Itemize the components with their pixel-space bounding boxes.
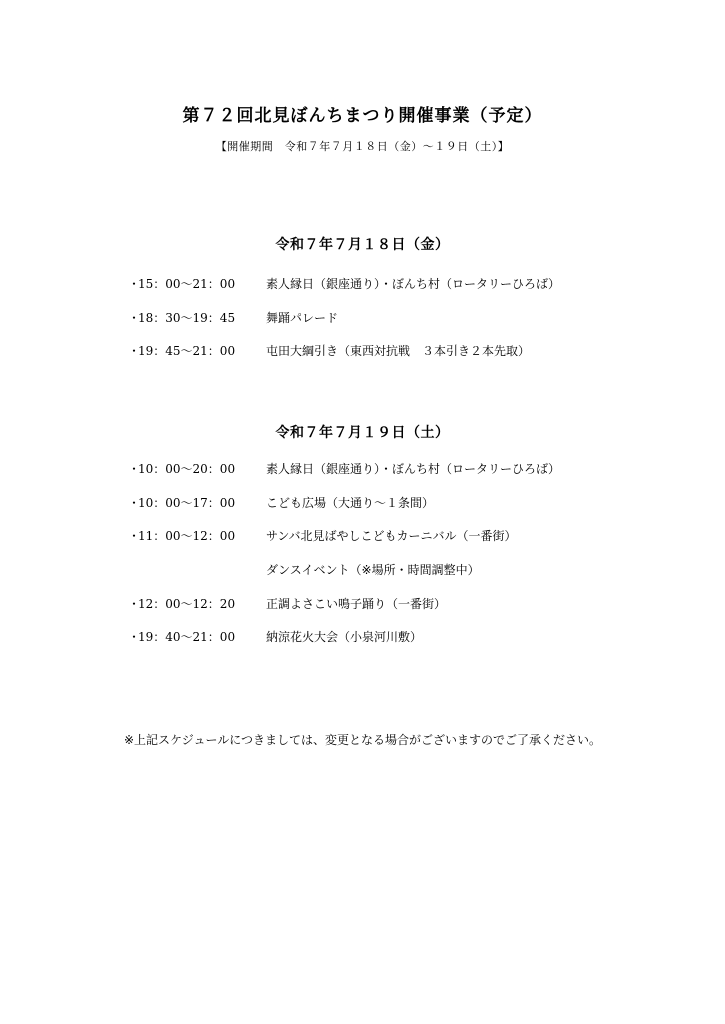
- bullet: ・: [128, 462, 141, 476]
- bullet: ・: [128, 495, 141, 510]
- schedule-time: 19：40～21：00: [138, 630, 236, 645]
- schedule-change-note: ※上記スケジュールにつきましては、変更となる場合がございますのでご了承ください。: [123, 733, 602, 747]
- bullet: ・: [128, 529, 141, 544]
- schedule-event: 舞踊パレード: [266, 310, 339, 325]
- schedule-item: [128, 310, 688, 336]
- schedule-event: 屯田大綱引き（東西対抗戦 ３本引き２本先取）: [266, 344, 531, 359]
- schedule-item: [128, 495, 688, 521]
- schedule-event: 素人縁日（銀座通り）・ぼんち村（ロータリーひろば）: [266, 277, 561, 291]
- schedule-event: 素人縁日（銀座通り）・ぼんち村（ロータリーひろば）: [266, 462, 561, 476]
- day2-schedule: [128, 461, 688, 663]
- schedule-time: 19：45～21：00: [138, 344, 236, 359]
- schedule-time: 18：30～19：45: [138, 310, 236, 325]
- schedule-item: [128, 629, 688, 655]
- schedule-time: 10：00～17：00: [138, 495, 236, 510]
- schedule-item: [128, 596, 688, 622]
- schedule-time: 15：00～21：00: [138, 277, 236, 291]
- schedule-event: 納涼花火大会（小泉河川敷）: [266, 630, 423, 645]
- schedule-item: [128, 276, 688, 302]
- bullet: ・: [128, 277, 141, 291]
- schedule-time: 11：00～12：00: [138, 529, 236, 544]
- event-period: 【開催期間 令和７年７月１８日（金）～１９日（土）】: [215, 140, 510, 153]
- day2-heading: 令和７年７月１９日（土）: [275, 425, 450, 441]
- schedule-item-continuation: [128, 562, 688, 588]
- schedule-event: 正調よさこい鳴子踊り（一番街）: [266, 596, 447, 611]
- day1-schedule: [128, 276, 688, 377]
- document-title: 第７２回北見ぼんちまつり開催事業（予定）: [182, 106, 543, 126]
- bullet: ・: [128, 596, 141, 611]
- schedule-item: [128, 343, 688, 369]
- bullet: ・: [128, 630, 141, 645]
- schedule-event: ダンスイベント（※場所・時間調整中）: [266, 563, 480, 578]
- schedule-event: サンバ北見ばやしこどもカーニバル（一番街）: [266, 529, 517, 544]
- schedule-event: こども広場（大通り～１条間）: [266, 495, 435, 510]
- bullet: ・: [128, 310, 141, 325]
- schedule-time: 12：00～12：20: [138, 596, 236, 611]
- schedule-time: 10：00～20：00: [138, 462, 236, 476]
- schedule-item: [128, 461, 688, 487]
- bullet: ・: [128, 344, 141, 359]
- schedule-item: [128, 528, 688, 554]
- day1-heading: 令和７年７月１８日（金）: [275, 237, 450, 253]
